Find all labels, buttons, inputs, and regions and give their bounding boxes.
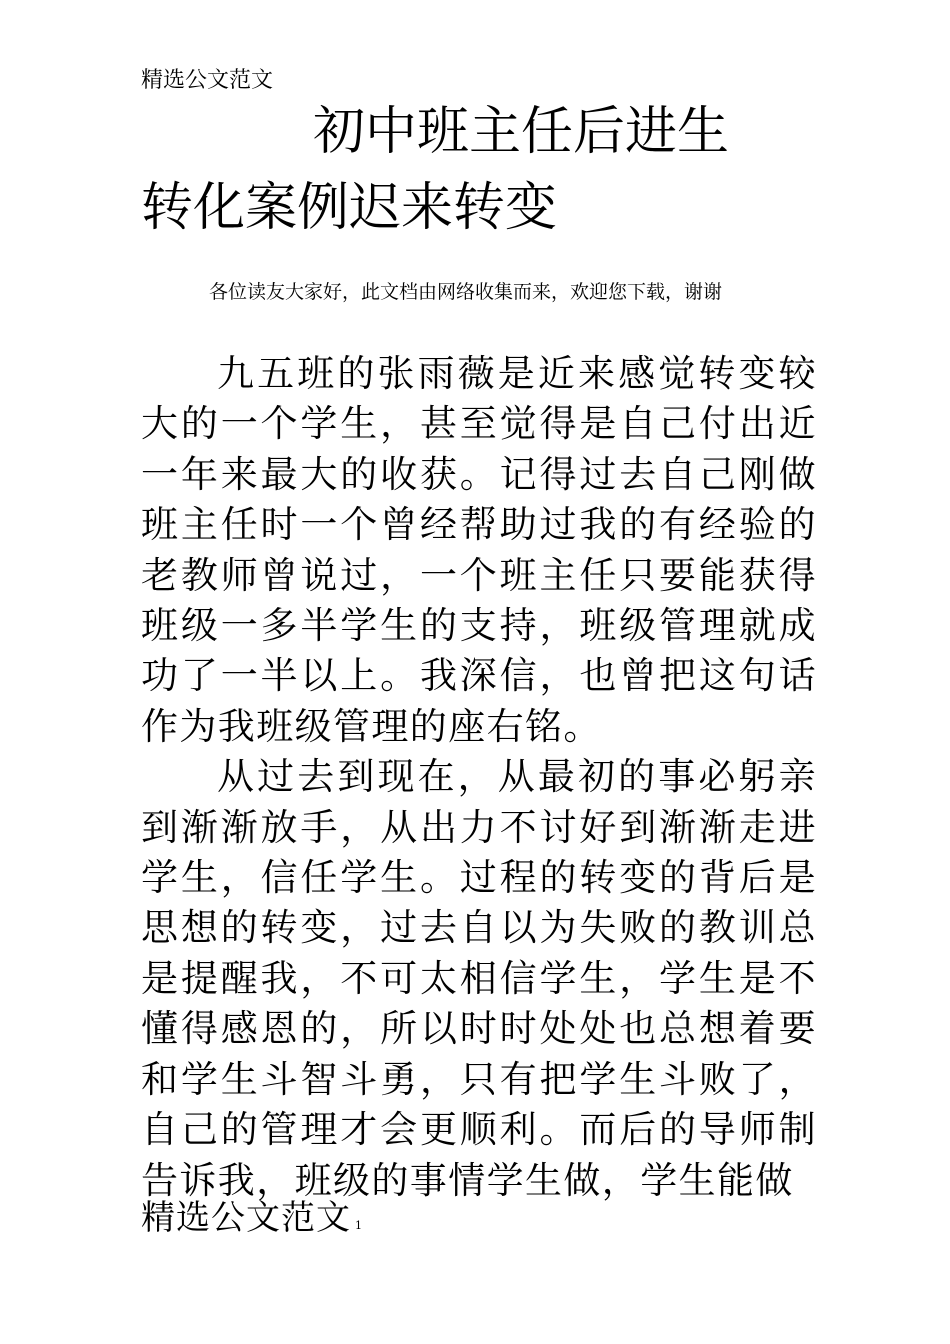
page-number: 1 xyxy=(355,1219,362,1232)
document-title xyxy=(141,94,821,246)
intro-note: 各位读友大家好，此文档由网络收集而来，欢迎您下载，谢谢 xyxy=(209,281,723,303)
paragraph: 九五班的张雨薇是近来感觉转变较大的一个学生，甚至觉得是自己付出近一年来最大的收获。记得过去自己刚做班主任时一个曾经帮助过我的有经验的老教师曾说过，一个班主任只要能获得班级一多半学生的支持，班级管理就成功了一半以上。我深信，也曾把这句话作为我班级管理的座右铭。 xyxy=(141,352,817,748)
footer xyxy=(141,1194,362,1250)
header-label: 精选公文范文 xyxy=(141,68,274,93)
document-body xyxy=(141,349,817,1206)
footer-label: 精选公文范文 xyxy=(141,1198,351,1238)
title-line-2: 转化案例迟来转变 xyxy=(141,178,558,238)
title-line-1: 初中班主任后进生 xyxy=(313,102,730,162)
paragraph: 从过去到现在，从最初的事必躬亲到渐渐放手，从出力不讨好到渐渐走进学生，信任学生。过程的转变的背后是思想的转变，过去自以为失败的教训总是提醒我，不可太相信学生，学生是不懂得感恩的，所以时时处处也总想着要和学生斗智斗勇，只有把学生斗败了，自己的管理才会更顺利。而后的导师制告诉我，班级的事情学生做，学生能做 xyxy=(141,755,817,1202)
